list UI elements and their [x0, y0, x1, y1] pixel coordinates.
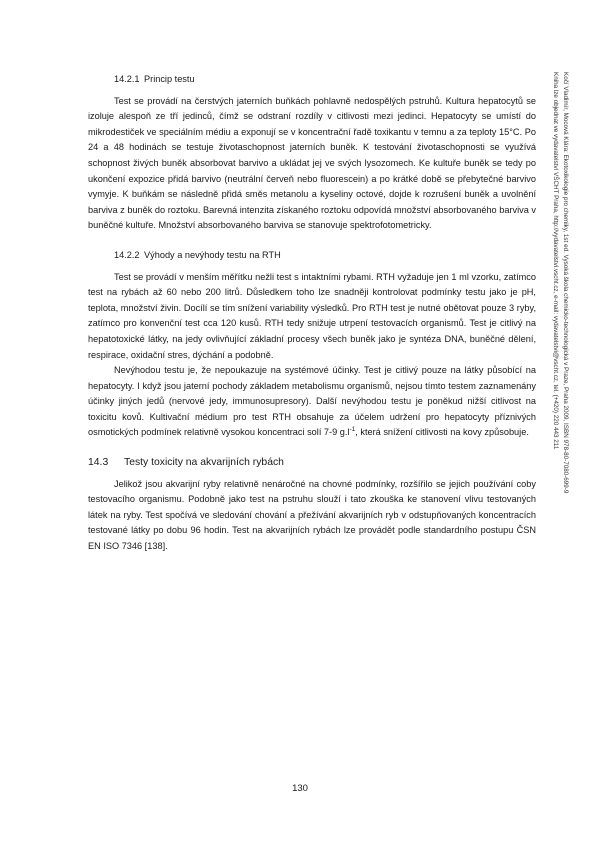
- section-title: Testy toxicity na akvarijních rybách: [124, 457, 284, 469]
- section-title: Princip testu: [144, 74, 195, 84]
- section-heading-14-3: [88, 455, 536, 471]
- page-number: 130: [292, 783, 308, 794]
- paragraph: Jelikož jsou akvarijní ryby relativně nenáročné na chovné podmínky, rozšířilo se jejich používání coby testovacího organismu. Podobně jako test na pstruhu slouží i tato zkouška ke stanovení vlivu testovaných látek na ryby. Test spočívá ve sledování chování a přežívání akvarijních ryb v odstupňovaných koncentracích testované látky po dobu 96 hodin. Test na akvarijních rybách lze provádět podle standardního postupu ČSN EN ISO 7346 [138].: [88, 478, 536, 552]
- order-info-line: Kniha lze objednat ve vydavatelství VŠCHT Praha, http://vydavatelstvi.vscht.cz, e-mail: vydavatelstvi@vscht.cz, tel. (+420) 220 443 211: [552, 72, 559, 450]
- section-heading-14-2-1: [114, 72, 536, 88]
- paragraph: [88, 363, 536, 441]
- page-content: [88, 72, 536, 555]
- unit-exponent: -1: [349, 426, 356, 434]
- paragraph-tail: , která snížení citlivosti na kovy způsobuje.: [355, 427, 529, 438]
- paragraph: Test se provádí v menším měřítku nežli test s intaktními rybami. RTH vyžaduje jen 1 ml vzorku, zatímco test na rybách až 60 nebo 200 litrů. Důsledkem toho lze snadněji kontrolovat podmínky testu jako je pH, teplota, množství živin. Docílí se tím snížení variability výsledků. Pro RTH test je nutné obětovat pouze 3 ryby, zatímco pro konvenční test cca 120 kusů. RTH tedy snižuje utrpení testovacích organismů. Test je citlivý na hepatotoxické látky, na jedy ovlivňující základní procesy všech buněk jako je syntéza DNA, buněčné dělení, respirace, oxidační stres, dýchání a podobně.: [88, 271, 536, 360]
- section-number: 14.3: [88, 457, 109, 469]
- side-citation-note: [546, 72, 570, 592]
- section-heading-14-2-2: [114, 248, 536, 264]
- citation-line: Kočí Vladimír, Mocová Klára: Ekotoxikologie pro chemiky, 1st ed. Vysoká škola chemicko-technologická v Praze, Praha 2009, ISBN 978-80-7080-699-9: [562, 72, 569, 494]
- section-title: Výhody a nevýhody testu na RTH: [144, 249, 281, 260]
- paragraph: Test se provádí na čerstvých jaterních buňkách pohlavně nedospělých pstruhů. Kultura hepatocytů se izoluje alespoň ze tří jedinců, čímž se odstraní rozdíly v citlivosti mezi jedinci. Hepatocyty se umístí do mikrodestiček ve speciálním médiu a exponují se v koncentrační řadě toxikantu v temnu a za teploty 15°C. Po 24 a 48 hodinách se testuje životaschopnost jaterních buněk. K testování životaschopnosti se využívá schopnost živých buněk absorbovat barvivo a ukládat jej ve svých lysozomech. Ke kultuře buněk se tedy po ukončení expozice přidá barvivo (neutrální červeň nebo fluorescein) a po krátké době se přebytečné barvivo vymyje. K buňkám se následně přidá směs metanolu a kyseliny octové, dojde k rozrušení buněk a uvolnění barviva z buněk do roztoku. Barevná intenzita získaného roztoku odpovídá množství absorbovaného barviva v buněčné kultuře. Množství absorbovaného barviva se stanovuje spektrofotometricky.: [88, 95, 536, 231]
- paragraph-body: Nevýhodou testu je, že nepoukazuje na systémové účinky. Test je citlivý pouze na látky působící na hepatocyty. I když jsou jaterní pochody základem metabolismu organismů, nejsou tímto testem zaznamenány účinky jiných jedů (nervové jedy, immunosupresory). Další nevýhodou testu je poněkud nižší citlivost na toxicitu kovů. Kultivační médium pro test RTH obsahuje za účelem udržení pro hepatocyty příznivých osmotických podmínek relativně vysokou koncentraci solí 7-9 g.l: [88, 365, 536, 438]
- section-number: 14.2.1: [114, 74, 140, 84]
- section-number: 14.2.2: [114, 249, 140, 260]
